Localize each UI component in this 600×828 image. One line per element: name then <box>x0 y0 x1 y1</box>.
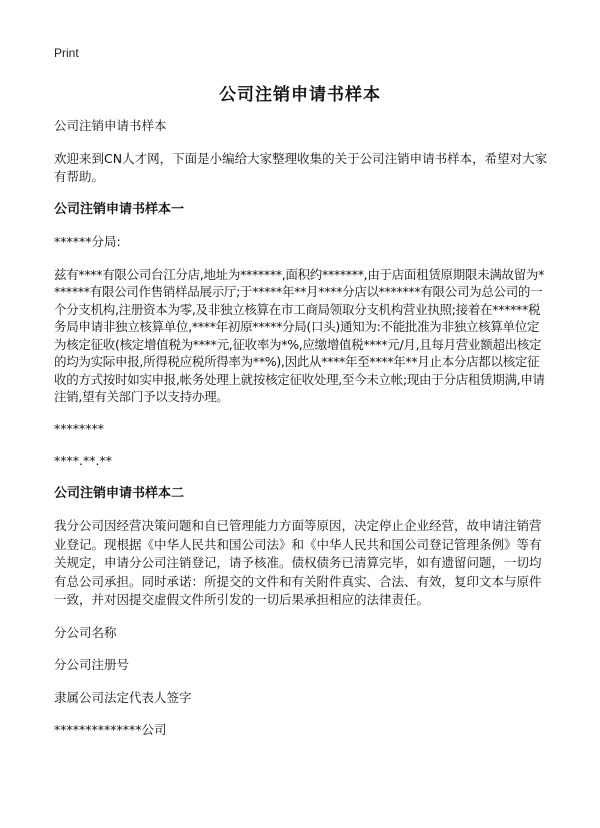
print-link[interactable]: Print <box>54 46 79 60</box>
sample1-date: ****.**.** <box>54 453 112 468</box>
sample2-heading: 公司注销申请书样本二 <box>54 485 185 501</box>
sample1-salutation: ******分局: <box>54 234 121 249</box>
page-title: 公司注销申请书样本 <box>219 85 381 105</box>
sample1-body: 兹有****有限公司台江分店,地址为*******,面积约*******,由于店面租赁原期限未满故留为*******有限公司作售销样品展示厅;于*****年**月****分店以*******有限公司为总公司的一个分支机构,注册资本为零,及非独立核算在市工商局领取分支机构营业执照;接着在******税务局申请非独立核算单位,****年初原*****分局(口头)通知为:不能批准为非独立核算单位定为核定征收(核定增值税为****元,征收率为*%,应缴增值税****元/月,且每月营业额超出核定的均为实际申报,所得税应税所得率为**%),因此从****年至****年**月止本分店都以核定征收的方式按时如实申报,帐务处理上就按核定征收处理,至今未立帐;现由于分店租赁期满,申请注销,望有关部门予以支持办理。 <box>54 266 545 404</box>
sample1-heading: 公司注销申请书样本一 <box>54 201 185 217</box>
sample2-body: 我分公司因经营决策问题和自已管理能力方面等原因，决定停止企业经营，故申请注销营业登记。现根据《中华人民共和国公司法》和《中华人民共和国公司登记管理条例》等有关规定，申请分公司注销登记，请予核准。债权债务已清算完毕，如有遗留问题，一切均有总公司承担。同时承诺：所提交的文件和有关附件真实、合法、有效，复印文本与原件一致，并对因提交虚假文件所引发的一切后果承担相应的法律责任。 <box>54 518 542 607</box>
sample1-signature: ******** <box>54 420 104 436</box>
document-subtitle: 公司注销申请书样本 <box>54 118 167 133</box>
document-content <box>54 117 550 754</box>
sample2-field-name: 分公司名称 <box>54 624 117 640</box>
sample2-field-reg: 分公司注册号 <box>54 657 130 672</box>
sample2-footer: **************公司 <box>54 722 167 737</box>
intro-paragraph: 欢迎来到CN人才网，下面是小编给大家整理收集的关于公司注销申请书样本，希望对大家有帮助。 <box>54 150 548 184</box>
sample2-field-rep: 隶属公司法定代表人签字 <box>54 689 192 705</box>
